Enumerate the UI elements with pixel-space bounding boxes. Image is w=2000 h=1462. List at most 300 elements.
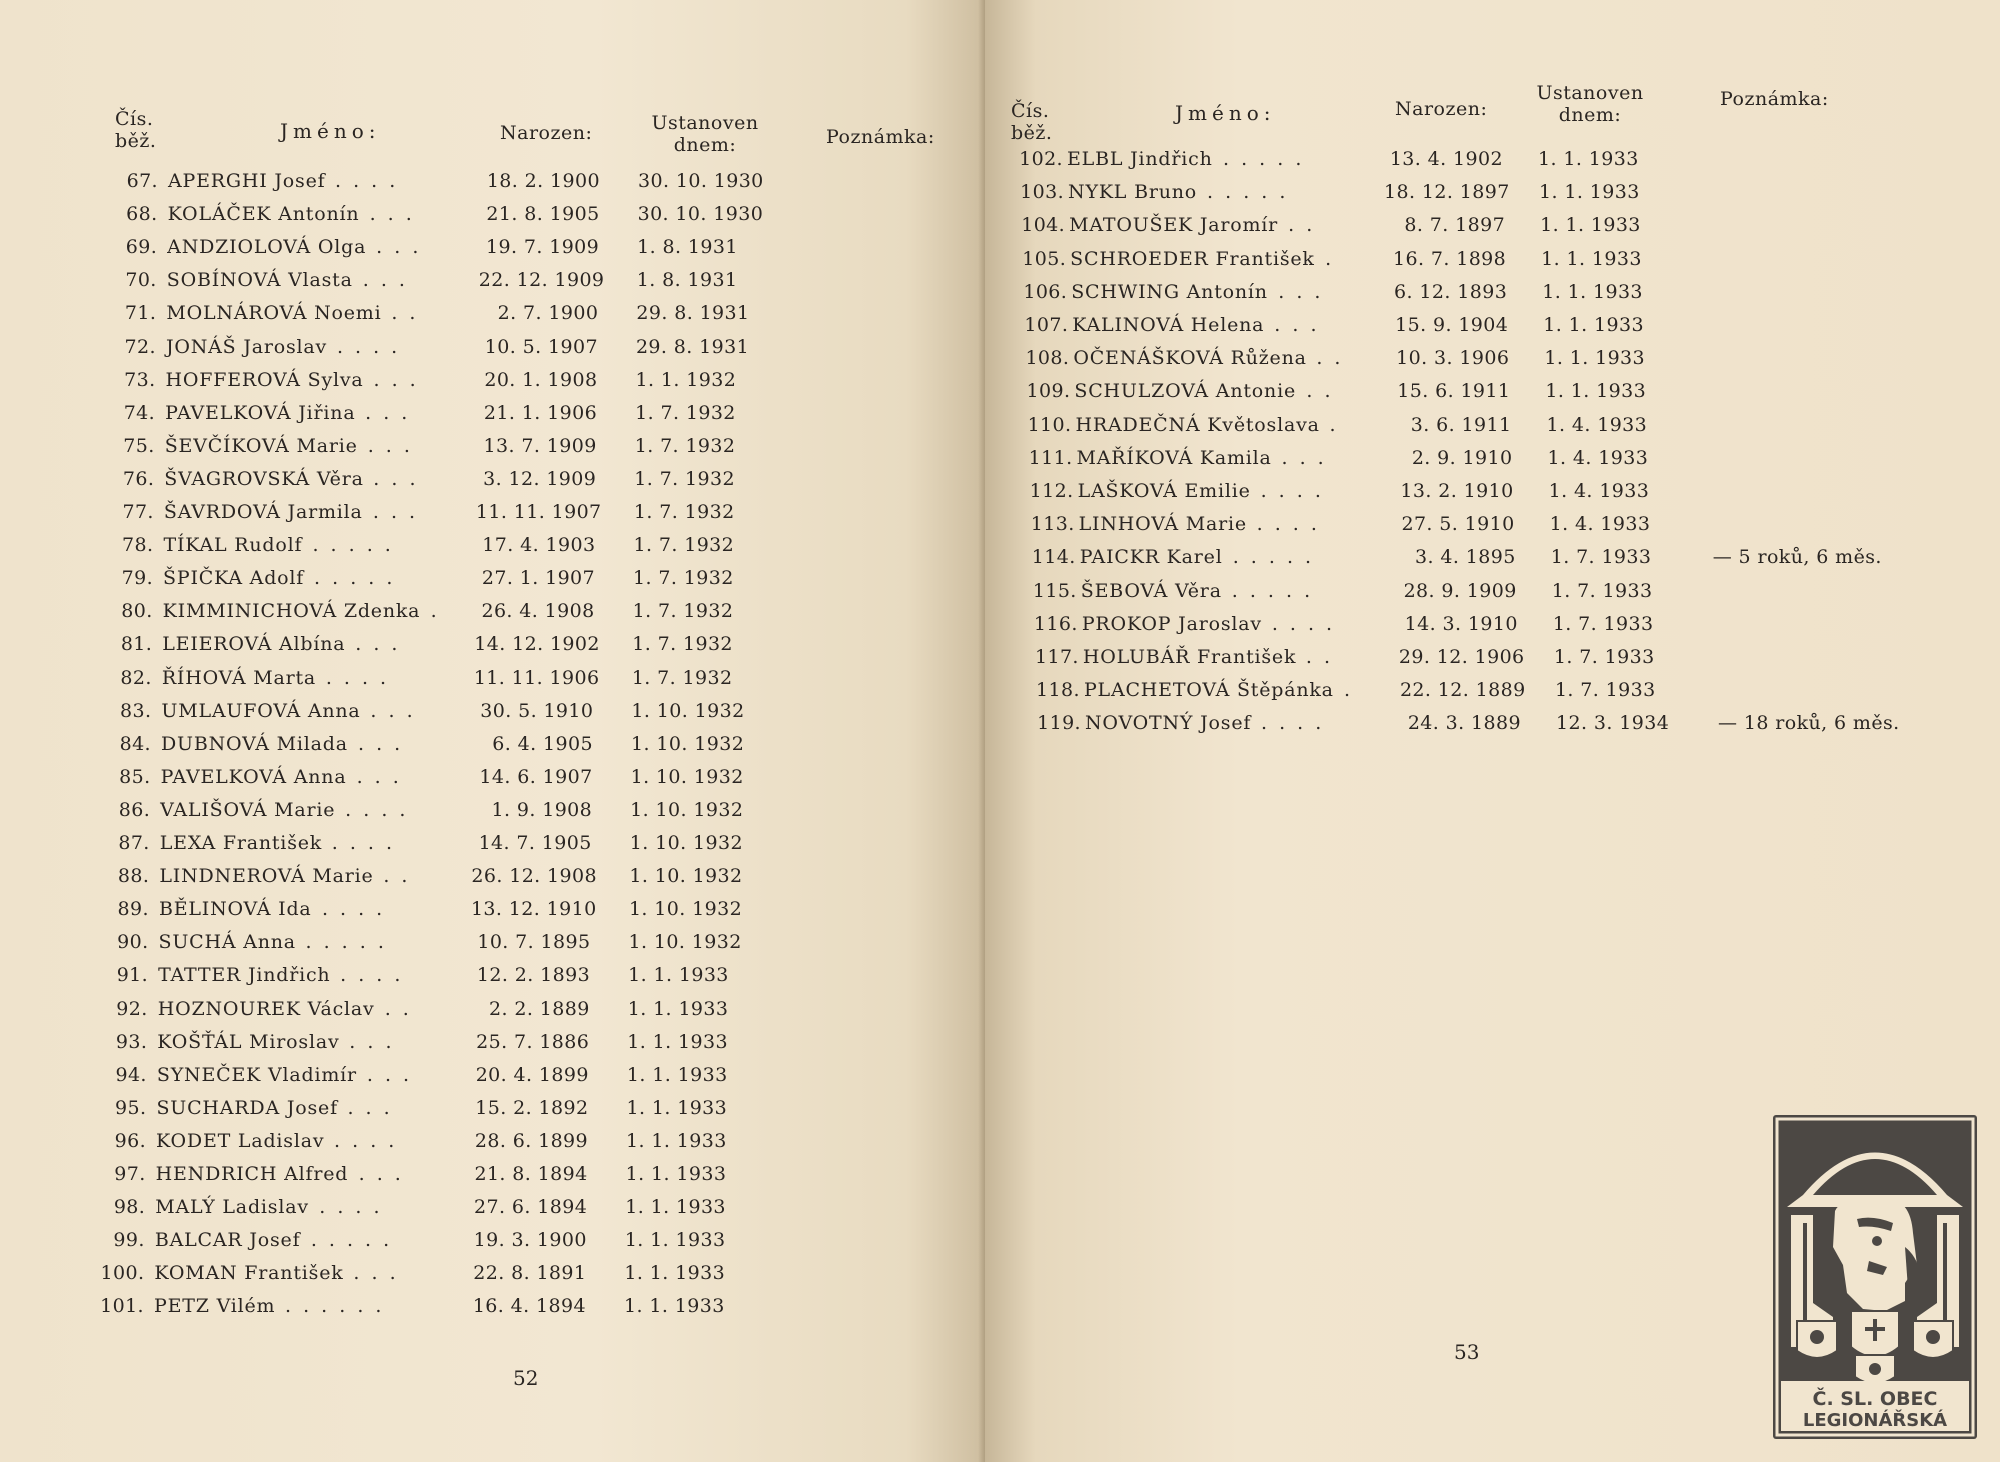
table-row: [95, 596, 955, 626]
table-row: [93, 762, 953, 792]
header-born: Narozen:: [500, 122, 593, 144]
leader-dots: . . .: [367, 434, 413, 457]
row-number: 84.: [119, 732, 151, 755]
birth-date: 21. 8. 1905: [486, 203, 600, 226]
row-number: 104.: [1021, 214, 1066, 237]
table-row: [92, 795, 952, 825]
person-name: JONÁŠ Jaroslav: [165, 335, 328, 358]
leader-dots: . . . . .: [1232, 546, 1315, 569]
row-number: 83.: [119, 699, 152, 722]
table-row: [91, 861, 951, 891]
birth-date: 26. 12. 1908: [471, 865, 598, 888]
table-row: [89, 1027, 949, 1057]
header-note-right: Poznámka:: [1720, 88, 1829, 110]
birth-date: 21. 1. 1906: [483, 401, 598, 424]
soldier-emblem-icon: [1773, 1115, 1977, 1439]
table-row: [86, 1258, 946, 1288]
leader-dots: . . .: [1274, 314, 1320, 336]
established-date: 1. 4. 1933: [1549, 513, 1651, 536]
table-row: [99, 232, 959, 262]
leader-dots: . . .: [366, 1063, 413, 1086]
person-name: HOLUBÁŘ František: [1082, 646, 1297, 668]
birth-date: 19. 7. 1909: [485, 236, 600, 259]
header-born-right: Narozen:: [1395, 98, 1488, 120]
table-row: [1018, 542, 1918, 572]
header-number: Čís. běž.: [115, 108, 157, 152]
birth-date: 16. 4. 1894: [472, 1295, 586, 1318]
leader-dots: . .: [1305, 646, 1333, 668]
birth-date: 3. 6. 1911: [1410, 413, 1512, 436]
person-name: LEIEROVÁ Albína: [162, 633, 346, 656]
established-date: 1. 7. 1932: [633, 501, 735, 523]
page-number-left: 52: [513, 1366, 539, 1390]
leader-dots: . . . .: [340, 964, 404, 987]
birth-date: 20. 4. 1899: [475, 1063, 589, 1086]
birth-date: 28. 6. 1899: [474, 1129, 589, 1152]
established-date: 1. 1. 1933: [1545, 380, 1647, 403]
row-number: 103.: [1020, 181, 1065, 204]
stamp-text-line2: LEGIONÁŘSKÁ: [1802, 1410, 1948, 1431]
established-date: 1. 1. 1933: [1544, 347, 1646, 370]
established-date: 1. 1. 1933: [625, 1196, 726, 1219]
birth-date: 21. 8. 1894: [474, 1163, 588, 1185]
birth-date: 30. 5. 1910: [480, 699, 594, 722]
established-date: 30. 10. 1930: [637, 203, 764, 226]
stamp-text-line1: Č. SL. OBEC: [1812, 1388, 1938, 1410]
person-name: PETZ Vilém: [154, 1295, 276, 1318]
birth-date: 6. 4. 1905: [492, 732, 593, 755]
established-date: 1. 1. 1933: [1542, 280, 1643, 303]
row-number: 108.: [1025, 347, 1070, 370]
table-row: [86, 1291, 946, 1321]
table-row: [89, 1060, 949, 1090]
established-date: 1. 1. 1933: [627, 1030, 728, 1053]
note-text: — 5 roků, 6 měs.: [1712, 546, 1882, 569]
birth-date: 15. 6. 1911: [1397, 380, 1511, 403]
birth-date: 18. 2. 1900: [486, 170, 600, 192]
table-row: [1019, 576, 1919, 606]
leader-dots: . . . .: [1260, 480, 1324, 502]
leader-dots: . . . .: [1271, 612, 1336, 635]
leader-dots: . . . .: [336, 335, 401, 358]
table-row: [1021, 642, 1921, 672]
row-number: 90.: [117, 931, 149, 954]
established-date: 29. 8. 1931: [636, 302, 750, 325]
leader-dots: . . .: [362, 269, 408, 292]
leader-dots: . . .: [349, 1030, 395, 1053]
established-date: 1. 7. 1932: [632, 600, 734, 623]
leader-dots: . . . . . .: [285, 1295, 385, 1318]
birth-date: 3. 12. 1909: [483, 467, 597, 490]
table-row: [1016, 476, 1916, 506]
row-number: 81.: [120, 633, 153, 656]
birth-date: 14. 3. 1910: [1404, 612, 1518, 635]
row-number: 79.: [121, 567, 154, 590]
established-date: 30. 10. 1930: [638, 170, 764, 192]
leader-dots: . . . .: [1256, 513, 1320, 536]
table-row: [98, 332, 958, 362]
established-date: 1. 1. 1933: [1539, 181, 1640, 204]
row-number: 107.: [1024, 314, 1069, 336]
leader-dots: . . . . .: [312, 534, 394, 557]
table-row: [91, 894, 951, 924]
leader-dots: .: [1343, 679, 1353, 702]
established-date: 1. 7. 1932: [634, 434, 736, 457]
birth-date: 29. 12. 1906: [1398, 646, 1525, 668]
established-date: 1. 1. 1933: [626, 1063, 728, 1086]
header-name-right: Jméno:: [1175, 101, 1276, 125]
established-date: 1. 1. 1933: [626, 1129, 727, 1152]
row-number: 92.: [116, 997, 148, 1020]
row-number: 113.: [1030, 513, 1075, 536]
row-number: 69.: [125, 236, 158, 259]
row-number: 111.: [1028, 446, 1073, 469]
table-row: [92, 828, 952, 858]
person-name: SUCHÁ Anna: [158, 931, 296, 954]
leader-dots: . . . . .: [1231, 579, 1314, 602]
table-row: [1005, 144, 1905, 174]
table-row: [1012, 376, 1912, 406]
leader-dots: . . .: [356, 765, 402, 788]
birth-date: 24. 3. 1889: [1407, 712, 1521, 735]
row-number: 100.: [100, 1262, 145, 1285]
leader-dots: . . .: [376, 236, 422, 259]
person-name: NYKL Bruno: [1068, 181, 1198, 204]
established-date: 1. 1. 1933: [1538, 148, 1639, 170]
person-name: ŠVAGROVSKÁ Věra: [164, 467, 364, 490]
birth-date: 1. 9. 1908: [491, 798, 593, 821]
person-name: SCHWING Antonín: [1071, 280, 1268, 303]
leader-dots: . .: [383, 865, 411, 888]
birth-date: 20. 1. 1908: [484, 368, 598, 391]
person-name: KALINOVÁ Helena: [1072, 314, 1265, 336]
table-row: [1010, 310, 1910, 340]
row-number: 86.: [118, 798, 151, 821]
table-row: [96, 464, 956, 494]
row-number: 68.: [126, 203, 158, 226]
leader-dots: . . .: [355, 633, 401, 656]
table-row: [98, 298, 958, 328]
table-row: [88, 1126, 948, 1156]
row-number: 94.: [115, 1063, 147, 1086]
established-date: 1. 1. 1933: [625, 1163, 727, 1185]
table-row: [1015, 443, 1915, 473]
table-row: [87, 1225, 947, 1255]
leader-dots: . .: [1316, 347, 1344, 370]
leader-dots: . . . .: [331, 832, 396, 854]
established-date: 1. 7. 1933: [1550, 546, 1652, 569]
table-row: [100, 199, 960, 229]
established-date: 1. 7. 1932: [633, 534, 735, 557]
row-number: 98.: [113, 1196, 146, 1219]
leader-dots: . . .: [373, 467, 419, 490]
leader-dots: . . .: [373, 368, 419, 391]
leader-dots: . . . .: [334, 1129, 398, 1152]
leader-dots: .: [430, 600, 440, 623]
person-name: ANDZIOLOVÁ Olga: [167, 236, 367, 259]
row-number: 77.: [122, 501, 154, 523]
table-row: [94, 663, 954, 693]
birth-date: 27. 5. 1910: [1401, 513, 1515, 536]
leader-dots: . . . . .: [305, 931, 387, 954]
person-name: KOMAN František: [154, 1262, 344, 1285]
established-date: 1. 4. 1933: [1547, 446, 1649, 469]
table-row: [98, 365, 958, 395]
person-name: TATTER Jindřich: [158, 964, 331, 987]
row-number: 112.: [1029, 480, 1074, 502]
person-name: HOZNOUREK Václav: [157, 997, 375, 1020]
leader-dots: . . . .: [335, 170, 399, 192]
person-name: HENDRICH Alfred: [155, 1163, 349, 1185]
established-date: 1. 7. 1933: [1553, 646, 1655, 668]
established-date: 1. 1. 1933: [624, 1229, 726, 1252]
established-date: 1. 1. 1933: [1541, 247, 1642, 270]
person-name: ŠEBOVÁ Věra: [1080, 579, 1222, 602]
leader-dots: . . .: [1278, 280, 1324, 303]
established-date: 1. 10. 1932: [630, 798, 744, 821]
person-name: NOVOTNÝ Josef: [1085, 712, 1252, 735]
table-row: [97, 398, 957, 428]
row-number: 99.: [113, 1229, 145, 1252]
established-date: 1. 7. 1932: [635, 401, 736, 424]
established-date: 1. 10. 1932: [628, 898, 743, 921]
person-name: ŠAVRDOVÁ Jarmila: [163, 501, 363, 523]
birth-date: 27. 6. 1894: [474, 1196, 588, 1219]
established-date: 1. 1. 1933: [627, 997, 729, 1020]
leader-dots: .: [1329, 413, 1339, 436]
birth-date: 26. 4. 1908: [481, 600, 595, 623]
person-name: BALCAR Josef: [154, 1229, 301, 1252]
person-name: PROKOP Jaroslav: [1081, 612, 1262, 635]
birth-date: 10. 7. 1895: [477, 931, 591, 954]
row-number: 106.: [1023, 280, 1068, 303]
table-row: [1011, 343, 1911, 373]
person-name: KOLÁČEK Antonín: [167, 203, 360, 226]
person-name: MAŘÍKOVÁ Kamila: [1076, 446, 1272, 469]
birth-date: 8. 7. 1897: [1404, 214, 1506, 237]
row-number: 78.: [122, 534, 154, 557]
table-row: [1008, 244, 1908, 274]
table-row: [100, 166, 960, 196]
person-name: LINDNEROVÁ Marie: [159, 865, 374, 888]
row-number: 97.: [114, 1163, 146, 1185]
table-row: [99, 265, 959, 295]
established-date: 1. 10. 1932: [628, 931, 742, 954]
birth-date: 11. 11. 1907: [475, 501, 602, 523]
established-date: 1. 10. 1932: [631, 732, 745, 755]
header-note: Poznámka:: [826, 126, 935, 148]
established-date: 1. 1. 1933: [624, 1295, 725, 1318]
established-date: 1. 7. 1933: [1552, 612, 1654, 635]
leader-dots: . . . .: [319, 1196, 383, 1219]
row-number: 75.: [123, 434, 155, 457]
left-page: [0, 0, 985, 1462]
established-date: 1. 8. 1931: [636, 269, 738, 292]
row-number: 110.: [1027, 413, 1072, 436]
person-name: VALIŠOVÁ Marie: [160, 798, 336, 821]
person-name: TÍKAL Rudolf: [163, 534, 303, 557]
birth-date: 14. 12. 1902: [474, 633, 600, 656]
leader-dots: . . . .: [345, 798, 409, 821]
table-row: [94, 629, 954, 659]
birth-date: 25. 7. 1886: [476, 1030, 590, 1053]
person-name: KODET Ladislav: [156, 1129, 325, 1152]
table-row: [1017, 509, 1917, 539]
row-number: 117.: [1034, 646, 1079, 668]
row-number: 116.: [1033, 612, 1078, 635]
birth-date: 10. 3. 1906: [1396, 347, 1510, 370]
established-date: 1. 10. 1932: [629, 865, 743, 888]
page-number-right: 53: [1454, 1340, 1480, 1364]
row-number: 71.: [124, 302, 157, 325]
birth-date: 15. 9. 1904: [1395, 314, 1509, 336]
established-date: 1. 7. 1932: [632, 633, 733, 656]
leader-dots: . . . . .: [1207, 181, 1289, 204]
row-number: 82.: [120, 666, 152, 689]
person-name: UMLAUFOVÁ Anna: [161, 699, 361, 722]
birth-date: 13. 2. 1910: [1400, 480, 1514, 502]
established-date: 29. 8. 1931: [635, 335, 750, 358]
leader-dots: . . . .: [321, 898, 386, 921]
leader-dots: . . . .: [1261, 712, 1325, 735]
row-number: 76.: [122, 467, 155, 490]
row-number: 119.: [1037, 712, 1081, 735]
person-name: LINHOVÁ Marie: [1078, 513, 1247, 536]
birth-date: 27. 1. 1907: [481, 567, 596, 590]
table-row: [93, 696, 953, 726]
person-name: ŠPIČKA Adolf: [163, 567, 305, 590]
established-date: 1. 1. 1933: [628, 964, 729, 987]
table-row: [96, 497, 956, 527]
established-date: 1. 1. 1933: [626, 1096, 728, 1119]
birth-date: 2. 2. 1889: [489, 997, 590, 1020]
person-name: ŠEVČÍKOVÁ Marie: [164, 434, 358, 457]
leader-dots: . .: [391, 302, 419, 325]
row-number: 88.: [117, 865, 150, 888]
person-name: HRADEČNÁ Květoslava: [1075, 413, 1320, 436]
leader-dots: . . .: [369, 203, 415, 226]
established-date: 1. 1. 1933: [1540, 214, 1641, 237]
person-name: KOŠŤÁL Miroslav: [157, 1030, 340, 1053]
birth-date: 6. 12. 1893: [1394, 280, 1508, 303]
person-name: SCHROEDER František: [1070, 247, 1315, 270]
person-name: ŘÍHOVÁ Marta: [161, 666, 317, 689]
established-date: 1. 1. 1933: [1543, 314, 1644, 336]
birth-date: 18. 12. 1897: [1384, 181, 1510, 204]
leader-dots: . .: [1288, 214, 1316, 237]
person-name: OČENÁŠKOVÁ Růžena: [1073, 347, 1307, 370]
person-name: MOLNÁROVÁ Noemi: [166, 302, 382, 325]
established-date: 1. 10. 1932: [630, 765, 744, 788]
person-name: PLACHETOVÁ Štěpánka: [1083, 679, 1334, 702]
row-number: 72.: [124, 335, 156, 358]
birth-date: 12. 2. 1893: [476, 964, 591, 987]
row-number: 102.: [1019, 148, 1063, 170]
birth-date: 28. 9. 1909: [1403, 579, 1517, 602]
established-date: 1. 1. 1932: [635, 368, 737, 391]
leader-dots: . . . . .: [310, 1229, 393, 1252]
established-date: 1. 1. 1933: [624, 1262, 726, 1285]
birth-date: 3. 4. 1895: [1415, 546, 1516, 569]
header-number-right: Čís. běž.: [1011, 100, 1053, 144]
birth-date: 10. 5. 1907: [484, 335, 598, 358]
birth-date: 19. 3. 1900: [473, 1229, 587, 1252]
birth-date: 13. 12. 1910: [470, 898, 597, 921]
row-number: 67.: [126, 170, 158, 192]
birth-date: 13. 4. 1902: [1389, 148, 1503, 170]
row-number: 101.: [100, 1295, 144, 1318]
person-name: LAŠKOVÁ Emilie: [1077, 480, 1251, 502]
note-text: — 18 roků, 6 měs.: [1718, 712, 1900, 735]
table-row: [97, 431, 957, 461]
person-name: LEXA František: [159, 832, 323, 854]
table-row: [1020, 609, 1920, 639]
leader-dots: . . .: [370, 699, 416, 722]
row-number: 74.: [123, 401, 156, 424]
established-date: 1. 7. 1933: [1554, 679, 1656, 702]
birth-date: 2. 9. 1910: [1411, 446, 1513, 469]
row-number: 109.: [1026, 380, 1071, 403]
legion-stamp-logo: [1773, 1115, 1977, 1439]
person-name: SUCHARDA Josef: [156, 1096, 338, 1119]
birth-date: 22. 12. 1889: [1399, 679, 1526, 702]
header-established-right: Ustanoven dnem:: [1536, 82, 1644, 126]
established-date: 1. 4. 1933: [1548, 480, 1650, 502]
leader-dots: . . . . .: [314, 567, 396, 590]
table-row: [87, 1192, 947, 1222]
person-name: PAICKR Karel: [1079, 546, 1223, 569]
row-number: 87.: [118, 832, 150, 854]
leader-dots: . . . . .: [1223, 148, 1305, 170]
leader-dots: . . .: [372, 501, 419, 523]
leader-dots: . . .: [1281, 446, 1327, 469]
established-date: 1. 4. 1933: [1546, 413, 1648, 436]
person-name: DUBNOVÁ Milada: [161, 732, 348, 755]
person-name: SOBÍNOVÁ Vlasta: [166, 269, 353, 292]
person-name: APERGHI Josef: [168, 170, 326, 192]
leader-dots: . . . .: [325, 666, 390, 689]
birth-date: 13. 7. 1909: [483, 434, 597, 457]
person-name: HOFFEROVÁ Sylva: [165, 368, 364, 391]
leader-dots: . . .: [358, 1163, 404, 1185]
established-date: 1. 10. 1932: [631, 699, 745, 722]
row-number: 85.: [119, 765, 151, 788]
birth-date: 15. 2. 1892: [475, 1096, 589, 1119]
leader-dots: . .: [384, 997, 412, 1020]
person-name: SCHULZOVÁ Antonie: [1074, 380, 1296, 403]
birth-date: 14. 7. 1905: [478, 832, 592, 854]
table-row: [90, 960, 950, 990]
row-number: 93.: [115, 1030, 148, 1053]
table-row: [95, 563, 955, 593]
table-row: [88, 1159, 948, 1189]
table-row: [93, 729, 953, 759]
person-name: KIMMINICHOVÁ Zdenka: [162, 600, 421, 623]
row-number: 80.: [121, 600, 153, 623]
table-row: [1023, 708, 1923, 738]
row-number: 96.: [114, 1129, 147, 1152]
person-name: MALÝ Ladislav: [155, 1196, 309, 1219]
table-row: [1013, 410, 1913, 440]
birth-date: 14. 6. 1907: [479, 765, 593, 788]
table-row: [90, 994, 950, 1024]
leader-dots: . . .: [353, 1262, 399, 1285]
person-name: ELBL Jindřich: [1067, 148, 1213, 170]
row-number: 91.: [116, 964, 149, 987]
row-number: 89.: [117, 898, 149, 921]
table-row: [1006, 177, 1906, 207]
row-number: 105.: [1022, 247, 1067, 270]
